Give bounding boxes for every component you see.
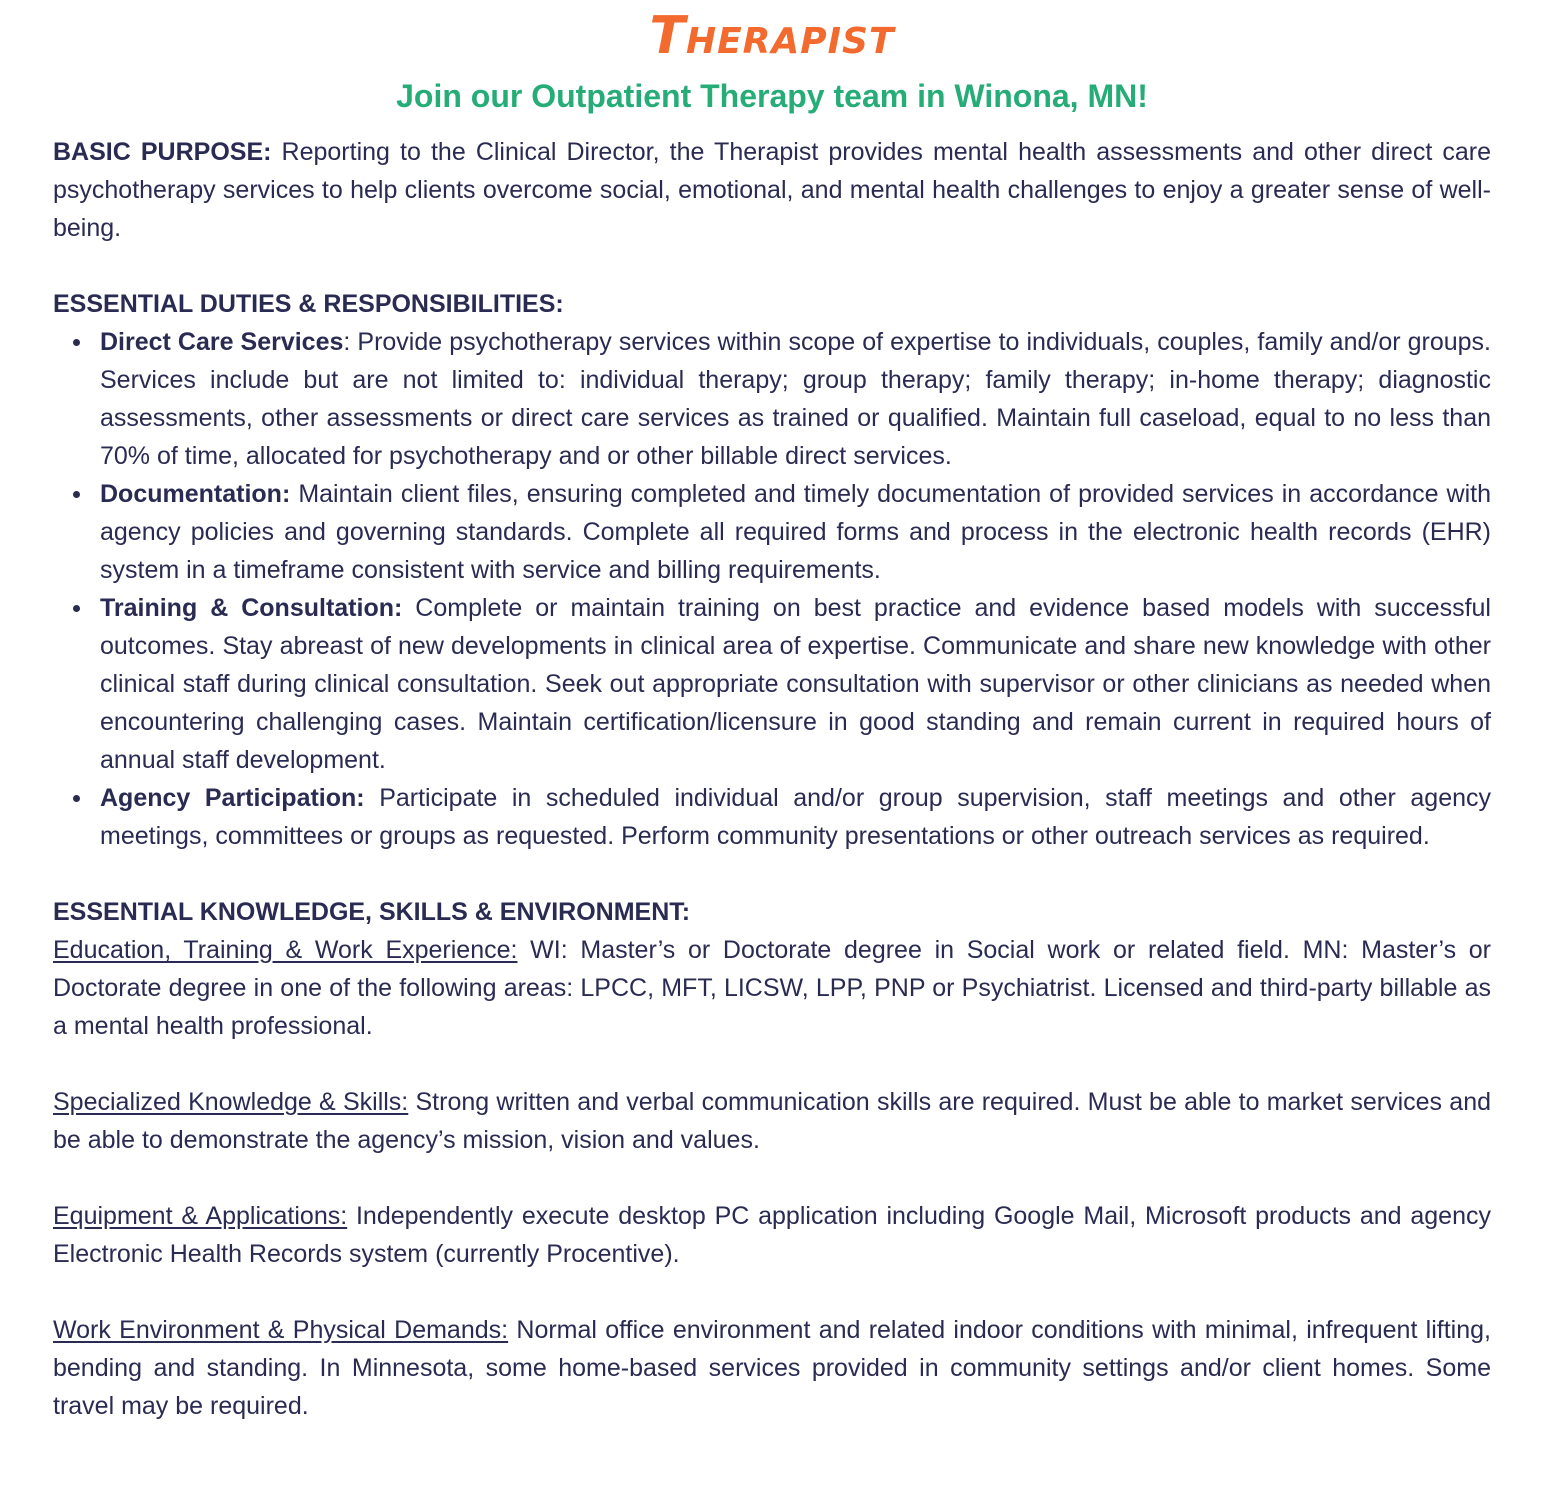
duty-text: Complete or maintain training on best practice and evidence based models with successful outcomes. Stay abreast of new developments in clinical area of expertise. Communicate and share new knowledge with other clinical staff during clinical consultation. Seek out appropriate consultation with supervisor or other clinicians as needed when encountering challenging cases. Maintain certification/licensure in good standing and remain current in required hours of annual staff development. bbox=[100, 594, 1491, 774]
equipment-paragraph bbox=[53, 1197, 1491, 1273]
page-subtitle: Join our Outpatient Therapy team in Winona, MN! bbox=[396, 78, 1148, 114]
duties-list bbox=[53, 323, 1491, 855]
skills-text: Strong written and verbal communication skills are required. Must be able to market services and be able to demonstrate the agency’s mission, vision and values. bbox=[53, 1088, 1492, 1154]
duty-label: Documentation: bbox=[100, 480, 291, 508]
page-title: Therapist bbox=[649, 6, 895, 66]
duties-heading: ESSENTIAL DUTIES & RESPONSIBILITIES: bbox=[53, 290, 564, 318]
duty-item-training bbox=[100, 589, 1491, 779]
duty-text: Participate in scheduled individual and/or group supervision, staff meetings and other agency meetings, committees or groups as requested. Perform community presentations or other outreach services as required. bbox=[100, 784, 1491, 850]
knowledge-heading: ESSENTIAL KNOWLEDGE, SKILLS & ENVIRONMENT: bbox=[53, 898, 691, 926]
duty-item-direct-care bbox=[100, 323, 1491, 475]
duty-label: Direct Care Services bbox=[100, 328, 344, 356]
environment-text: Normal office environment and related indoor conditions with minimal, infrequent lifting, bending and standing. In Minnesota, some home-based services provided in community settings and/or client homes. Some travel may be required. bbox=[53, 1316, 1491, 1420]
duty-label: Agency Participation: bbox=[100, 784, 365, 812]
basic-purpose-text: Reporting to the Clinical Director, the Therapist provides mental health assessments and other direct care psychotherapy services to help clients overcome social, emotional, and mental health challenges to enjoy a greater sense of well-being. bbox=[53, 138, 1491, 242]
environment-label: Work Environment & Physical Demands: bbox=[53, 1316, 509, 1344]
education-label: Education, Training & Work Experience: bbox=[53, 936, 518, 964]
skills-paragraph bbox=[53, 1083, 1491, 1159]
education-text: WI: Master’s or Doctorate degree in Social work or related field. MN: Master’s or Doctorate degree in one of the following areas: LPCC, MFT, LICSW, LPP, PNP or Psychiatrist. Licensed and third-party billable as a mental health professional. bbox=[53, 936, 1491, 1040]
education-paragraph bbox=[53, 931, 1491, 1045]
equipment-label: Equipment & Applications: bbox=[53, 1202, 348, 1230]
duty-text: Maintain client files, ensuring completed and timely documentation of provided services in accordance with agency policies and governing standards. Complete all required forms and process in the electronic health records (EHR) system in a timeframe consistent with service and billing requirements. bbox=[100, 480, 1491, 584]
equipment-text: Independently execute desktop PC application including Google Mail, Microsoft products and agency Electronic Health Records system (currently Procentive). bbox=[53, 1202, 1491, 1268]
basic-purpose-paragraph bbox=[53, 133, 1491, 247]
duty-item-agency-participation bbox=[100, 779, 1491, 855]
skills-label: Specialized Knowledge & Skills: bbox=[53, 1088, 409, 1116]
duty-text: : Provide psychotherapy services within scope of expertise to individuals, couples, family and/or groups. Services include but are not limited to: individual therapy; group therapy; family therapy; in-home therapy; diagnostic assessments, other assessments or direct care services as trained or qualified. Maintain full caseload, equal to no less than 70% of time, allocated for psychotherapy and or other billable direct services. bbox=[100, 328, 1491, 470]
duty-label: Training & Consultation: bbox=[100, 594, 403, 622]
environment-paragraph bbox=[53, 1311, 1491, 1425]
duty-item-documentation bbox=[100, 475, 1491, 589]
basic-purpose-label: BASIC PURPOSE: bbox=[53, 138, 272, 166]
